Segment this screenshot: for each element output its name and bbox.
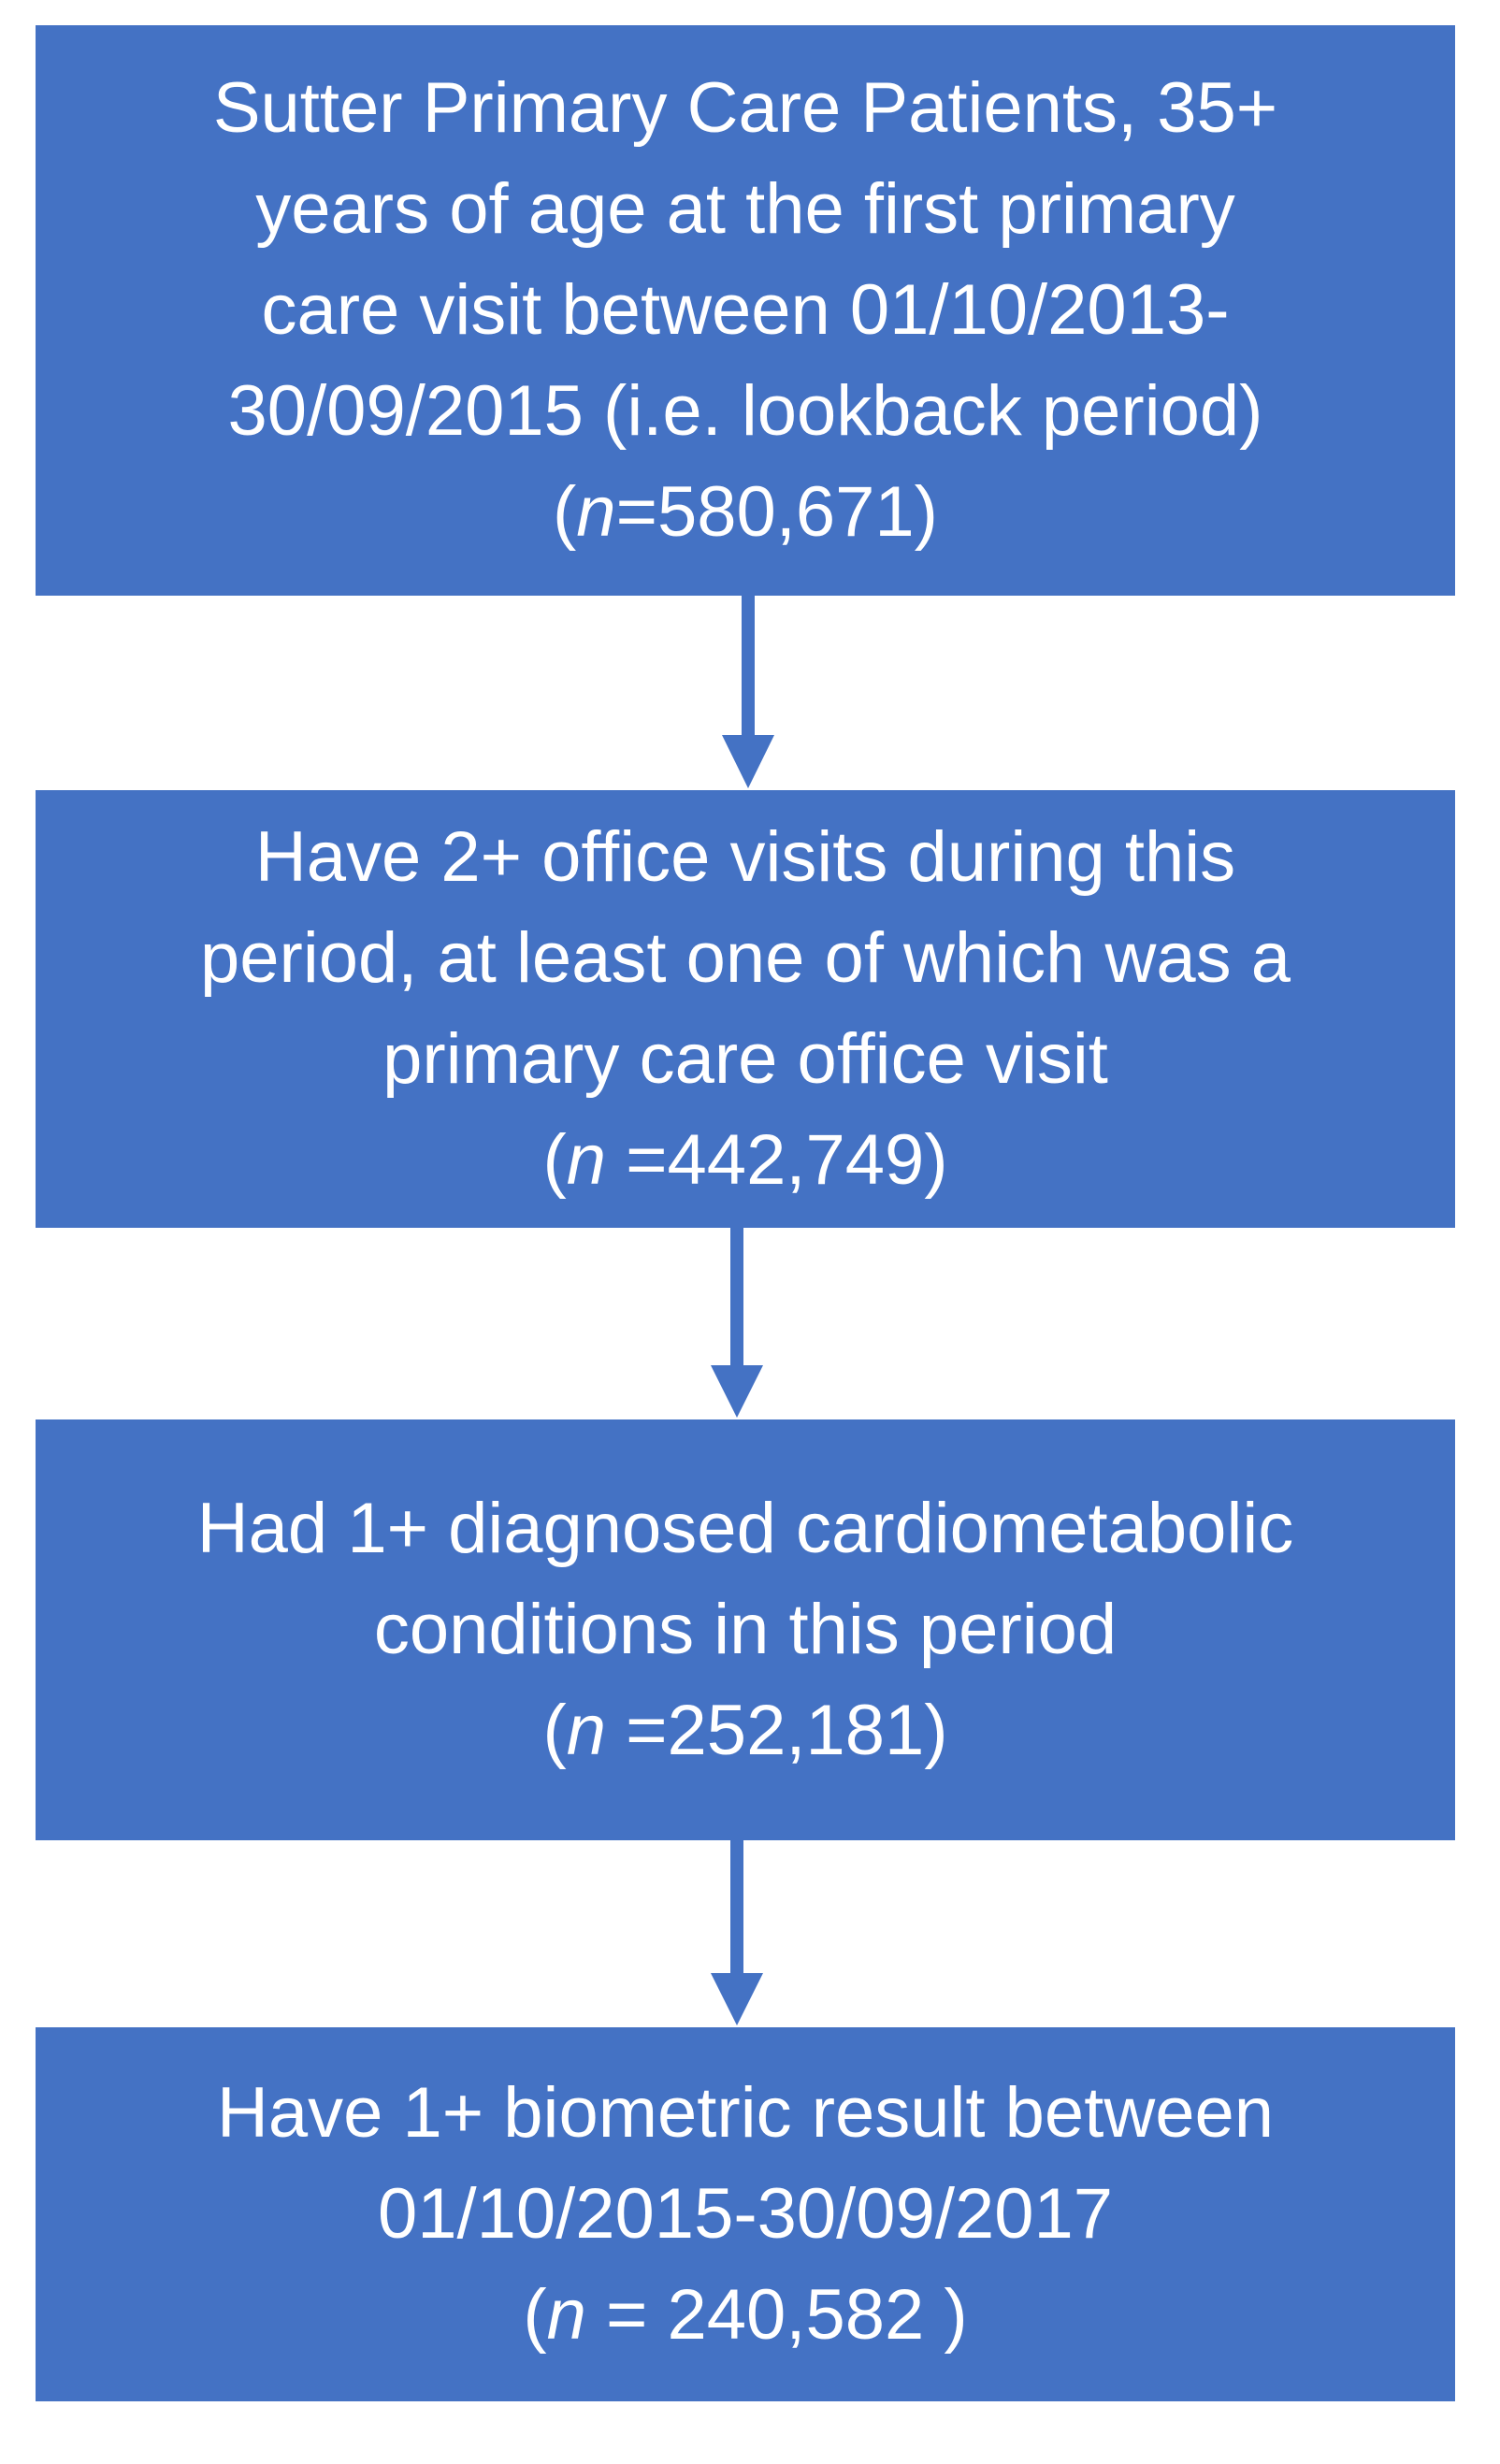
- step-2-count-value: =442,749): [606, 1120, 948, 1200]
- step-1-line-1: Sutter Primary Care Patients, 35+: [212, 68, 1278, 148]
- arrow-1-head: [722, 735, 774, 788]
- step-3-count-prefix: (: [542, 1691, 567, 1770]
- step-3-count: [542, 1680, 947, 1781]
- step-4-count: [523, 2265, 967, 2366]
- step-3-line-1: Had 1+ diagnosed cardiometabolic: [196, 1489, 1294, 1568]
- step-1-line-3: care visit between 01/10/2013-: [261, 270, 1230, 350]
- step-2-count-prefix: (: [542, 1120, 567, 1200]
- step-box-4-biometric-result: [36, 2027, 1455, 2401]
- step-1-count-value: =580,671): [615, 472, 938, 552]
- step-1-count: [553, 462, 938, 563]
- step-2-line-1: Have 2+ office visits during this: [254, 817, 1236, 897]
- step-4-line-1: Have 1+ biometric result between: [216, 2073, 1275, 2153]
- arrow-step-2-to-3: [711, 1228, 763, 1418]
- step-box-1-sutter-primary-care-patients: [36, 25, 1455, 596]
- step-2-line-2: period, at least one of which was a: [199, 918, 1291, 998]
- step-4-count-variable: n: [546, 2275, 586, 2355]
- step-1-count-prefix: (: [552, 472, 577, 552]
- step-2-line-3: primary care office visit: [382, 1019, 1108, 1099]
- arrow-2-head: [711, 1365, 763, 1418]
- step-3-count-value: =252,181): [606, 1691, 948, 1770]
- arrow-3-head: [711, 1973, 763, 2025]
- step-3-count-variable: n: [566, 1691, 607, 1770]
- arrow-step-1-to-2: [722, 596, 774, 788]
- step-3-line-2: conditions in this period: [373, 1590, 1118, 1669]
- step-1-line-4: 30/09/2015 (i.e. lookback period): [227, 371, 1263, 451]
- step-4-count-prefix: (: [523, 2275, 547, 2355]
- step-2-count: [542, 1110, 947, 1211]
- step-1-line-2: years of age at the first primary: [255, 169, 1235, 249]
- step-1-count-variable: n: [576, 472, 616, 552]
- step-box-2-office-visits: [36, 790, 1455, 1228]
- step-2-count-variable: n: [566, 1120, 607, 1200]
- step-4-line-2: 01/10/2015-30/09/2017: [377, 2174, 1114, 2254]
- step-box-3-cardiometabolic-conditions: [36, 1419, 1455, 1840]
- step-4-count-value: = 240,582 ): [585, 2275, 968, 2355]
- arrow-step-3-to-4: [711, 1840, 763, 2025]
